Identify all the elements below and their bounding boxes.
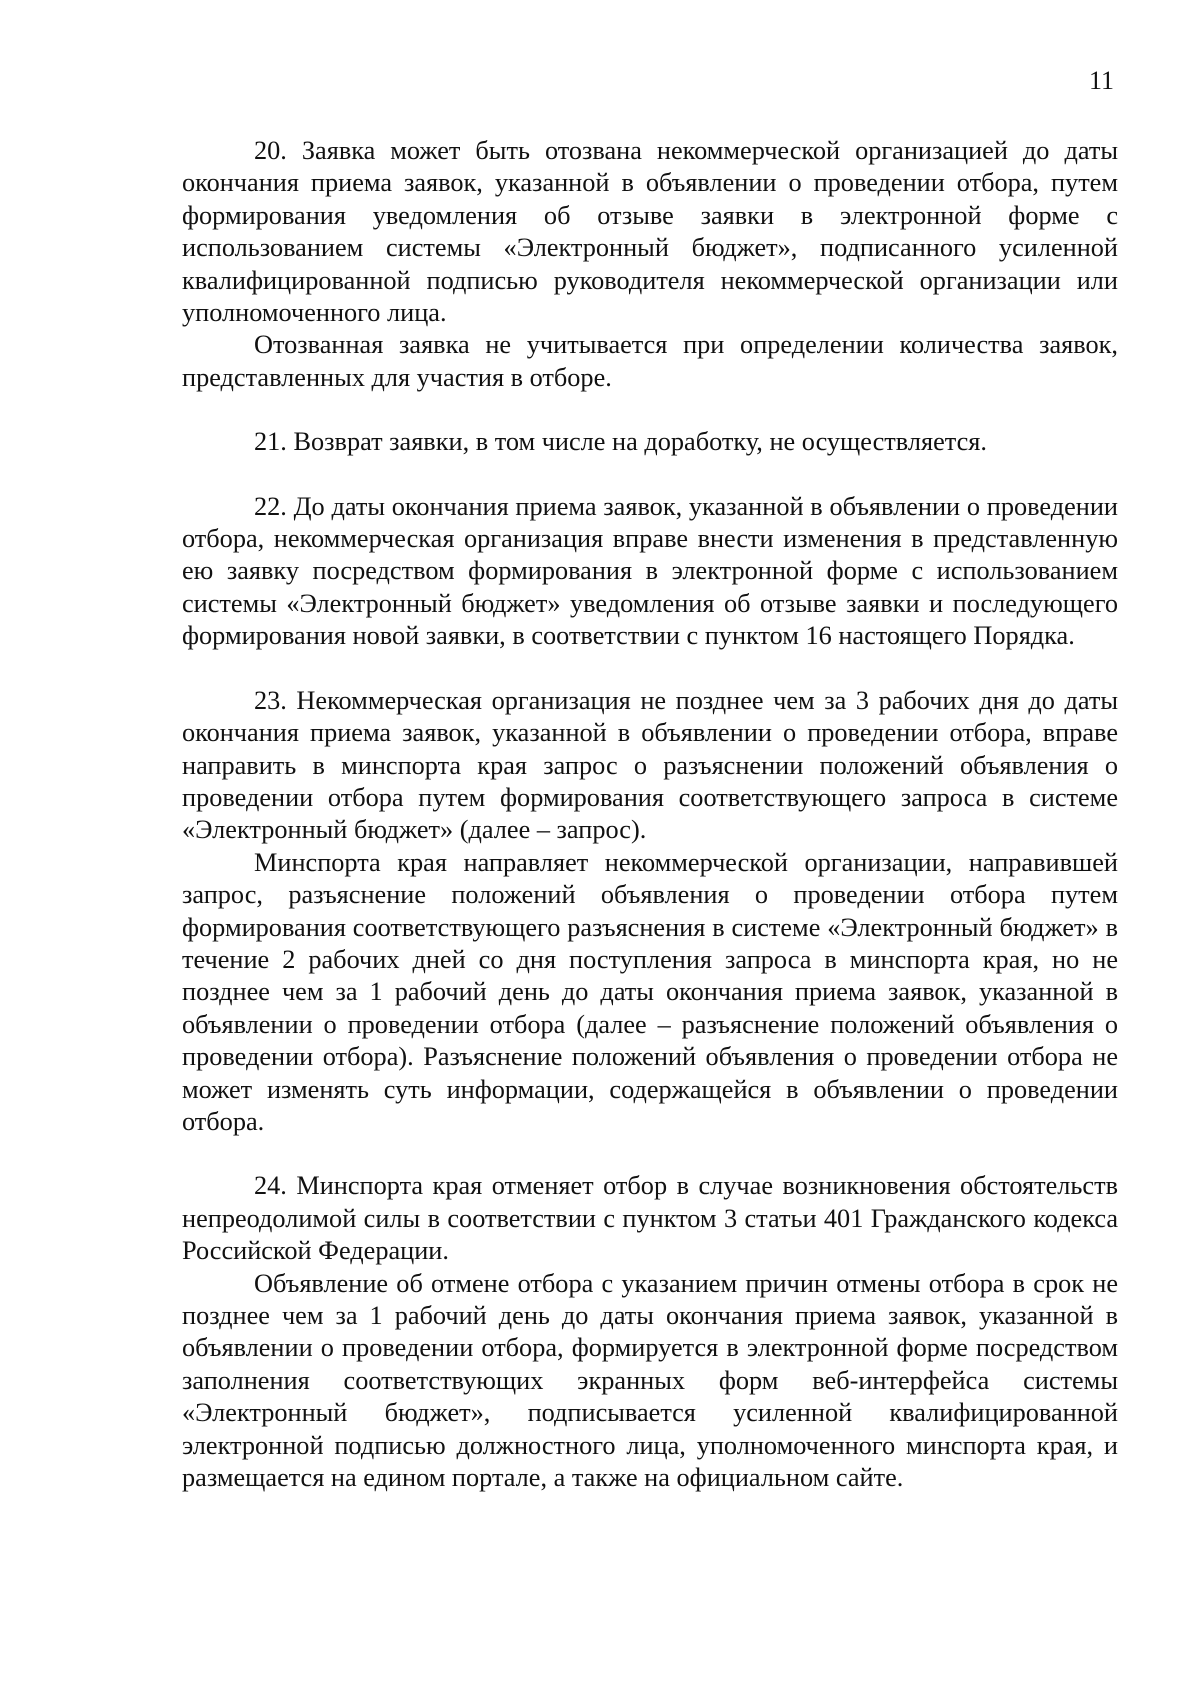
paragraph-21: 21. Возврат заявки, в том числе на доработку, не осуществляется. [254, 427, 987, 457]
document-body [182, 135, 1118, 1494]
paragraph-23-continuation: Минспорта края направляет некоммерческой организации, направившей запрос, разъяснение положений объявления о проведении отбора путем формирования соответствующего разъяснения в системе «Электронный бюджет» в течение 2 рабочих дней со дня поступления запроса в минспорта края, но не позднее чем за 1 рабочий день до даты окончания приема заявок, указанной в объявлении о проведении отбора (далее – разъяснение положений объявления о проведении отбора). Разъяснение положений объявления о проведении отбора не может изменять суть информации, содержащейся в объявлении о проведении отбора. [182, 847, 1118, 1136]
paragraph-24: 24. Минспорта края отменяет отбор в случае возникновения обстоятельств непреодолимой силы в соответствии с пунктом 3 статьи 401 Гражданского кодекса Российской Федерации. [182, 1171, 1118, 1266]
paragraph-23: 23. Некоммерческая организация не позднее чем за 3 рабочих дня до даты окончания приема заявок, указанной в объявлении о проведении отбора, вправе направить в минспорта края запрос о разъяснении положений объявления о проведении отбора путем формирования соответствующего запроса в системе «Электронный бюджет» (далее – запрос). [182, 685, 1118, 845]
paragraph-20: 20. Заявка может быть отозвана некоммерческой организацией до даты окончания приема заявок, указанной в объявлении о проведении отбора, путем формирования уведомления об отзыве заявки в электронной форме с использованием системы «Электронный бюджет», подписанного усиленной квалифицированной подписью руководителя некоммерческой организации или уполномоченного лица. [182, 136, 1118, 328]
page-number: 11 [1088, 66, 1114, 95]
paragraph-20-continuation: Отозванная заявка не учитывается при определении количества заявок, представленных для участия в отборе. [182, 330, 1118, 392]
paragraph-24-continuation: Объявление об отмене отбора с указанием причин отмены отбора в срок не позднее чем за 1 рабочий день до даты окончания приема заявок, указанной в объявлении о проведении отбора, формируется в электронной форме посредством заполнения соответствующих экранных форм веб-интерфейса системы «Электронный бюджет», подписывается усиленной квалифицированной электронной подписью должностного лица, уполномоченного минспорта края, и размещается на едином портале, а также на официальном сайте. [182, 1268, 1118, 1493]
paragraph-22: 22. До даты окончания приема заявок, указанной в объявлении о проведении отбора, некоммерческая организация вправе внести изменения в представленную ею заявку посредством формирования в электронной форме с использованием системы «Электронный бюджет» уведомления об отзыве заявки и последующего формирования новой заявки, в соответствии с пунктом 16 настоящего Порядка. [182, 491, 1118, 651]
